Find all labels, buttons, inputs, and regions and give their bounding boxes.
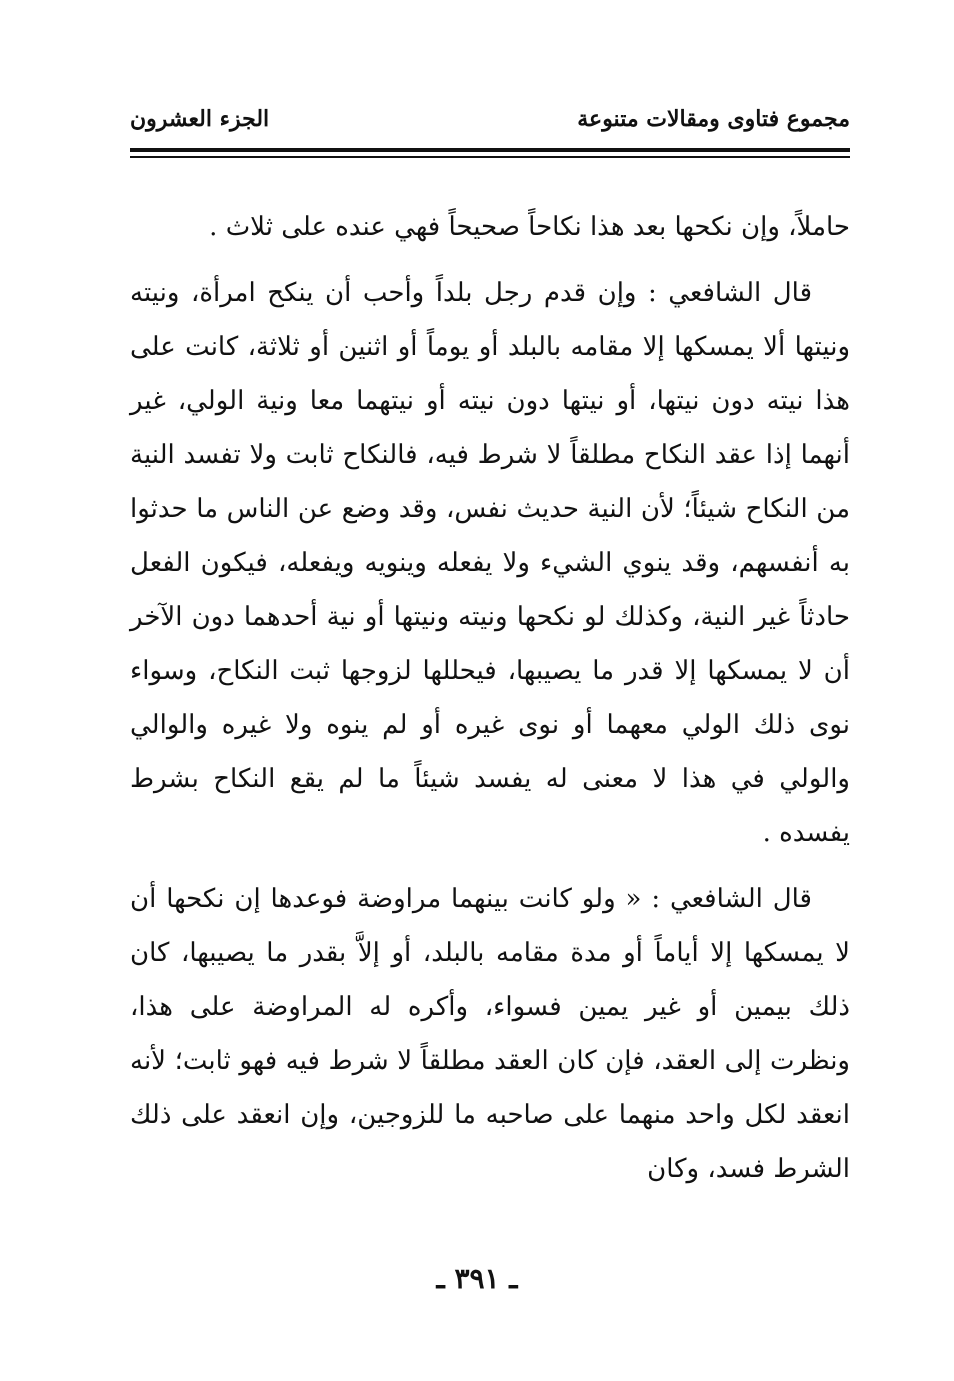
book-title: مجموع فتاوى ومقالات متنوعة (577, 106, 850, 132)
paragraph-continued: حاملاً، وإن نكحها بعد هذا نكاحاً صحيحاً فهي عنده على ثلاث . (209, 212, 850, 242)
running-header (130, 100, 850, 140)
volume-label: الجزء العشرون (130, 106, 270, 132)
header-rule-thick (130, 148, 850, 152)
header-rule-thin (130, 156, 850, 158)
paragraph-shafii-negotiation: قال الشافعي : « ولو كانت بينهما مراوضة فوعدها إن نكحها أن لا يمسكها إلا أياماً أو مدة مقامه بالبلد، أو إلاَّ بقدر ما يصيبها، كان ذلك بيمين أو غير يمين فسواء، وأكره له المراوضة على هذا، ونظرت إلى العقد، فإن كان العقد مطلقاً لا شرط فيه فهو ثابت؛ لأنه انعقد لكل واحد منهما على صاحبه ما للزوجين، وإن انعقد على ذلك الشرط فسد، وكان (130, 884, 850, 1184)
page-number: ـ ٣٩١ ـ (436, 1262, 518, 1295)
body-text (130, 200, 850, 1208)
paragraph-shafii-intention: قال الشافعي : وإن قدم رجل بلداً وأحب أن ينكح امرأة، ونيته ونيتها ألا يمسكها إلا مقامه بالبلد أو يوماً أو اثنين أو ثلاثة، كانت على هذا نيته دون نيتها، أو نيتها دون نيته أو نيتهما معا ونية الولي، غير أنهما إذا عقد النكاح مطلقاً لا شرط فيه، فالنكاح ثابت ولا تفسد النية من النكاح شيئاً؛ لأن النية حديث نفس، وقد وضع عن الناس ما حدثوا به أنفسهم، وقد ينوي الشيء ولا يفعله وينويه ويفعله، فيكون الفعل حادثاً غير النية، وكذلك لو نكحها ونيته ونيتها أو نية أحدهما دون الآخر أن لا يمسكها إلا قدر ما يصيبها، فيحللها لزوجها ثبت النكاح، وسواء نوى ذلك الولي معهما أو نوى غيره أو لم ينوه ولا غيره والوالي والولي في هذا لا معنى له يفسد شيئاً ما لم يقع النكاح بشرط يفسده . (130, 278, 850, 848)
